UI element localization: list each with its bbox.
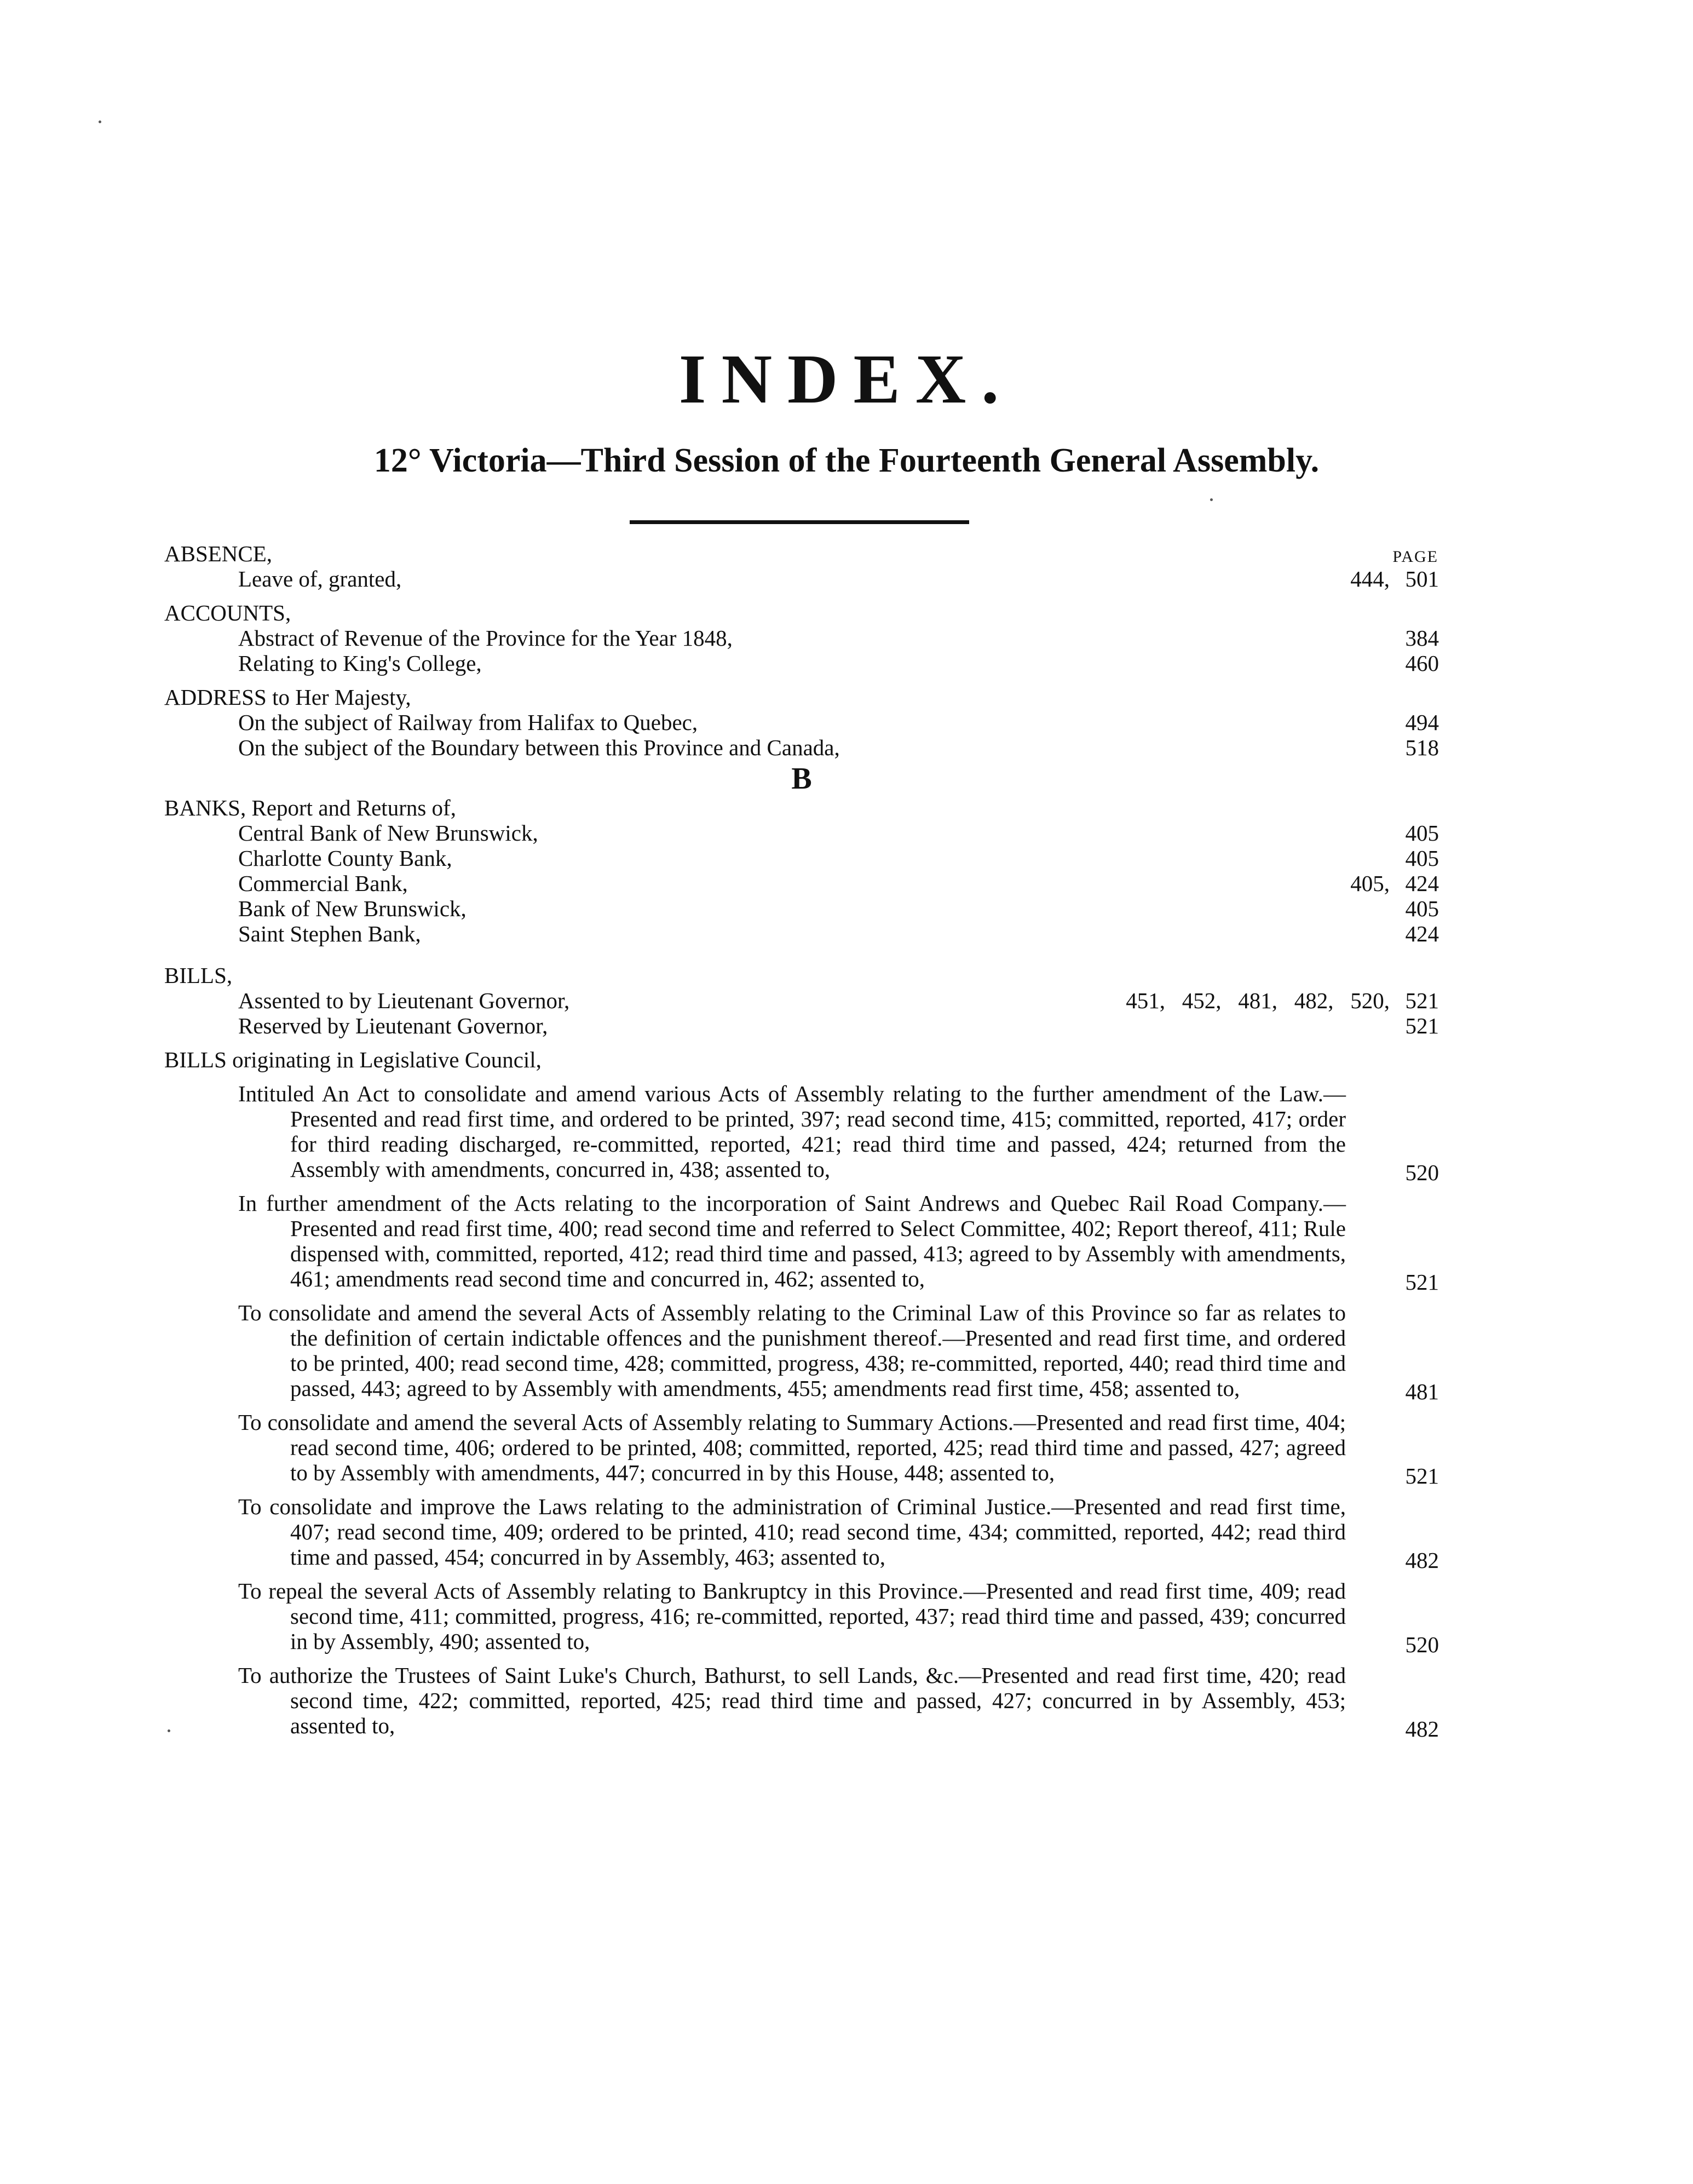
entry-refs: 405,: [1350, 871, 1390, 896]
entry-text: Central Bank of New Brunswick,: [238, 820, 538, 846]
index-entry: [238, 566, 1439, 591]
entry-page: 494: [1405, 710, 1439, 735]
entry-text: Reserved by Lieutenant Governor,: [238, 1013, 548, 1038]
entry-text: Saint Stephen Bank,: [238, 921, 421, 946]
section-heading: BANKS, Report and Returns of,: [164, 795, 456, 820]
index-entry: [238, 846, 1439, 871]
entry-refs: 451, 452, 481, 482, 520,: [1126, 988, 1390, 1013]
entry-refs: 444,: [1350, 566, 1390, 591]
bill-text: To repeal the several Acts of Assembly relating to Bankruptcy in this Province.—Presented and read first time, 409; read second time, 411; committed, progress, 416; re-committed, reported, 437; read third time and passed, 439; concurred in by Assembly, 490; assented to,: [238, 1578, 1346, 1654]
section-heading: ABSENCE,: [164, 541, 273, 566]
bill-page: 520: [1405, 1160, 1439, 1185]
bill-page: 520: [1405, 1632, 1439, 1657]
bill-entry: [238, 1191, 1439, 1295]
index-section-accounts: [164, 600, 1439, 676]
entry-text: Charlotte County Bank,: [238, 846, 452, 871]
entry-page: 518: [1405, 735, 1439, 760]
index-section-absence: [164, 541, 1439, 591]
index-entry: [238, 871, 1439, 896]
bill-text: To authorize the Trustees of Saint Luke's Church, Bathurst, to sell Lands, &c.—Presented and read first time, 420; read second time, 422; committed, reported, 425; read third time and passed, 427; concurred in by Assembly, 453; assented to,: [238, 1663, 1346, 1738]
entry-page: 501: [1405, 566, 1439, 591]
section-heading: ADDRESS to Her Majesty,: [164, 685, 411, 710]
entry-page: 460: [1405, 651, 1439, 676]
bill-text: Intituled An Act to consolidate and amend various Acts of Assembly relating to the further amendment of the Law.—Presented and read first time, and ordered to be printed, 397; read second time, 415; committed, reported, 417; order for third reading discharged, re-committed, reported, 421; read third time and passed, 424; returned from the Assembly with amendments, concurred in, 438; assented to,: [238, 1081, 1346, 1182]
bill-page: 521: [1405, 1269, 1439, 1295]
section-heading: ACCOUNTS,: [164, 600, 291, 625]
bill-page: 482: [1405, 1548, 1439, 1573]
entry-text: Leave of, granted,: [238, 566, 402, 591]
entry-text: Bank of New Brunswick,: [238, 896, 467, 921]
section-letter-b: B: [791, 762, 812, 796]
entry-page: 521: [1405, 988, 1439, 1013]
bill-text: To consolidate and amend the several Acts of Assembly relating to Summary Actions.—Presented and read first time, 404; read second time, 406; ordered to be printed, 408; committed, reported, 425; read third time and passed, 427; agreed to by Assembly with amendments, 447; concurred in by this House, 448; assented to,: [238, 1410, 1346, 1485]
index-entry: [238, 1013, 1439, 1038]
entry-text: On the subject of Railway from Halifax to Quebec,: [238, 710, 698, 735]
entry-page: 384: [1405, 625, 1439, 651]
page-column-header: PAGE: [1392, 548, 1438, 566]
index-body: [164, 541, 1439, 1742]
entry-page: 405: [1405, 896, 1439, 921]
section-heading: BILLS originating in Legislative Council,: [164, 1047, 542, 1072]
print-speck: [1210, 498, 1213, 501]
bill-page: 482: [1405, 1716, 1439, 1742]
index-entry: [238, 896, 1439, 921]
index-section-bills-council: [164, 1047, 1439, 1742]
bill-text: In further amendment of the Acts relating to the incorporation of Saint Andrews and Quebec Rail Road Company.—Presented and read first time, 400; read second time and referred to Select Committee, 402; Report thereof, 411; Rule dispensed with, committed, reported, 412; read third time and passed, 413; agreed to by Assembly with amendments, 461; amendments read second time and concurred in, 462; assented to,: [238, 1191, 1346, 1291]
index-entry: [238, 735, 1439, 760]
entry-text: Relating to King's College,: [238, 651, 482, 676]
index-entry: [238, 820, 1439, 846]
bill-entry: [238, 1663, 1439, 1742]
bill-text: To consolidate and amend the several Acts of Assembly relating to the Criminal Law of this Province so far as relates to the definition of certain indictable offences and the punishment thereof.—Presented and read first time, and ordered to be printed, 400; read second time, 428; committed, progress, 438; re-committed, reported, 440; read third time and passed, 443; agreed to by Assembly with amendments, 455; amendments read first time, 458; assented to,: [238, 1300, 1346, 1401]
index-entry: [238, 625, 1439, 651]
bill-entry: [238, 1410, 1439, 1488]
index-entry: [238, 988, 1439, 1013]
bill-text: To consolidate and improve the Laws relating to the administration of Criminal Justice.—Presented and read first time, 407; read second time, 409; ordered to be printed, 410; read second time, 434; committed, reported, 442; read third time and passed, 454; concurred in by Assembly, 463; assented to,: [238, 1494, 1346, 1570]
index-title: INDEX.: [678, 340, 1015, 418]
entry-page: 424: [1405, 921, 1439, 946]
entry-page: 521: [1405, 1013, 1439, 1038]
title-rule: [630, 520, 969, 524]
bill-entry: [238, 1494, 1439, 1573]
entry-text: Assented to by Lieutenant Governor,: [238, 988, 570, 1013]
session-subtitle: 12° Victoria—Third Session of the Fourteenth General Assembly.: [373, 442, 1320, 479]
index-entry: [238, 710, 1439, 735]
entry-text: Abstract of Revenue of the Province for the Year 1848,: [238, 625, 733, 651]
bill-entry: [238, 1081, 1439, 1185]
bill-page: 521: [1405, 1463, 1439, 1488]
entry-page: 424: [1405, 871, 1439, 896]
bill-entry: [238, 1300, 1439, 1404]
bill-page: 481: [1405, 1379, 1439, 1404]
section-heading: BILLS,: [164, 963, 233, 988]
entry-text: Commercial Bank,: [238, 871, 408, 896]
entry-page: 405: [1405, 846, 1439, 871]
print-speck: [99, 120, 101, 123]
entry-page: 405: [1405, 820, 1439, 846]
entry-text: On the subject of the Boundary between this Province and Canada,: [238, 735, 840, 760]
index-entry: [238, 921, 1439, 946]
index-section-address: [164, 685, 1439, 760]
bill-entry: [238, 1578, 1439, 1657]
index-section-banks: [164, 795, 1439, 946]
index-section-bills: [164, 963, 1439, 1038]
index-entry: [238, 651, 1439, 676]
